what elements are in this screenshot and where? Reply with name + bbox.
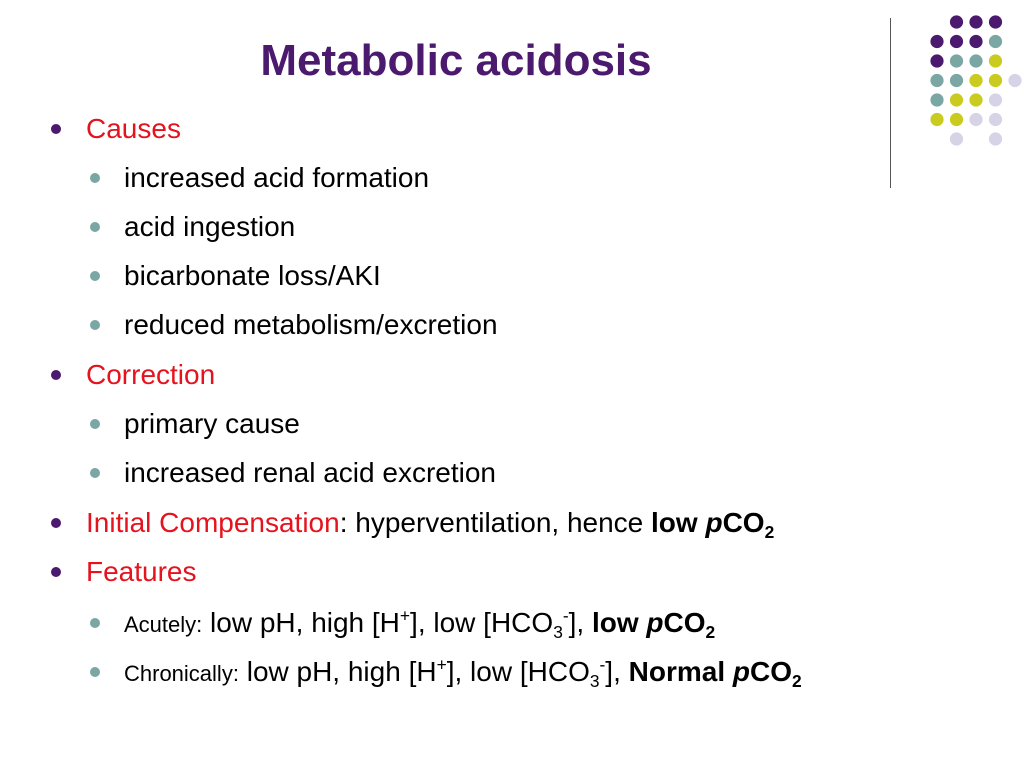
causes-heading: Causes (86, 113, 181, 144)
co-text: CO (663, 607, 706, 638)
list-item: acid ingestion (124, 211, 296, 242)
italic-p: p (646, 607, 664, 638)
italic-p: p (705, 507, 723, 538)
chronically-line (124, 655, 802, 691)
acutely-bold (591, 607, 716, 643)
features-heading: Features (86, 556, 197, 587)
list-item: primary cause (124, 408, 300, 439)
correction-heading: Correction (86, 359, 216, 390)
bullet-dot (51, 518, 61, 528)
co-text: CO (722, 507, 765, 538)
subscript-3: 3 (553, 622, 563, 643)
list-item: reduced metabolism/excretion (124, 309, 498, 340)
bullet-dot (90, 271, 100, 281)
bullet-dot (90, 667, 100, 677)
bold-word: Normal (628, 656, 733, 687)
compensation-text: hyperventilation, hence (347, 507, 652, 538)
italic-p: p (732, 656, 750, 687)
list-item: increased renal acid excretion (124, 457, 496, 488)
acutely-line (124, 606, 715, 642)
bold-word: low (591, 607, 647, 638)
compensation-line (86, 506, 775, 543)
acutely-text-3: ], (568, 607, 592, 638)
bullet-dot (90, 320, 100, 330)
acutely-text-2: ], low [HCO (410, 607, 554, 638)
slide-title: Metabolic acidosis (260, 36, 652, 85)
superscript-minus: - (599, 654, 606, 675)
compensation-colon: : (339, 507, 348, 538)
chronically-bold (628, 656, 802, 692)
subscript-2: 2 (764, 522, 775, 543)
bullet-dot (90, 419, 100, 429)
bullet-dot (90, 173, 100, 183)
acutely-label: Acutely: (124, 612, 203, 637)
acutely-text-1: low pH, high [H (202, 607, 400, 638)
superscript-minus: - (562, 605, 569, 626)
compensation-heading: Initial Compensation (86, 507, 340, 538)
list-item: bicarbonate loss/AKI (124, 260, 381, 291)
chronically-text-1: low pH, high [H (238, 656, 437, 687)
bold-low: low (651, 507, 706, 538)
bullet-dot (90, 618, 100, 628)
subscript-3: 3 (589, 671, 600, 692)
subscript-2: 2 (792, 671, 802, 692)
superscript-plus: + (399, 605, 411, 626)
chronically-text-2: ], low [HCO (446, 656, 590, 687)
co-text: CO (750, 656, 792, 687)
list-item: increased acid formation (124, 162, 430, 193)
bullet-dot (51, 567, 61, 577)
bullet-dot (90, 222, 100, 232)
superscript-plus: + (436, 654, 447, 675)
chronically-label: Chronically: (124, 661, 239, 686)
bullet-dot (51, 370, 61, 380)
bullet-dot (51, 124, 61, 134)
compensation-bold (651, 507, 775, 543)
chronically-text-3: ], (605, 656, 629, 687)
bullet-dot (90, 468, 100, 478)
subscript-2: 2 (705, 622, 716, 643)
